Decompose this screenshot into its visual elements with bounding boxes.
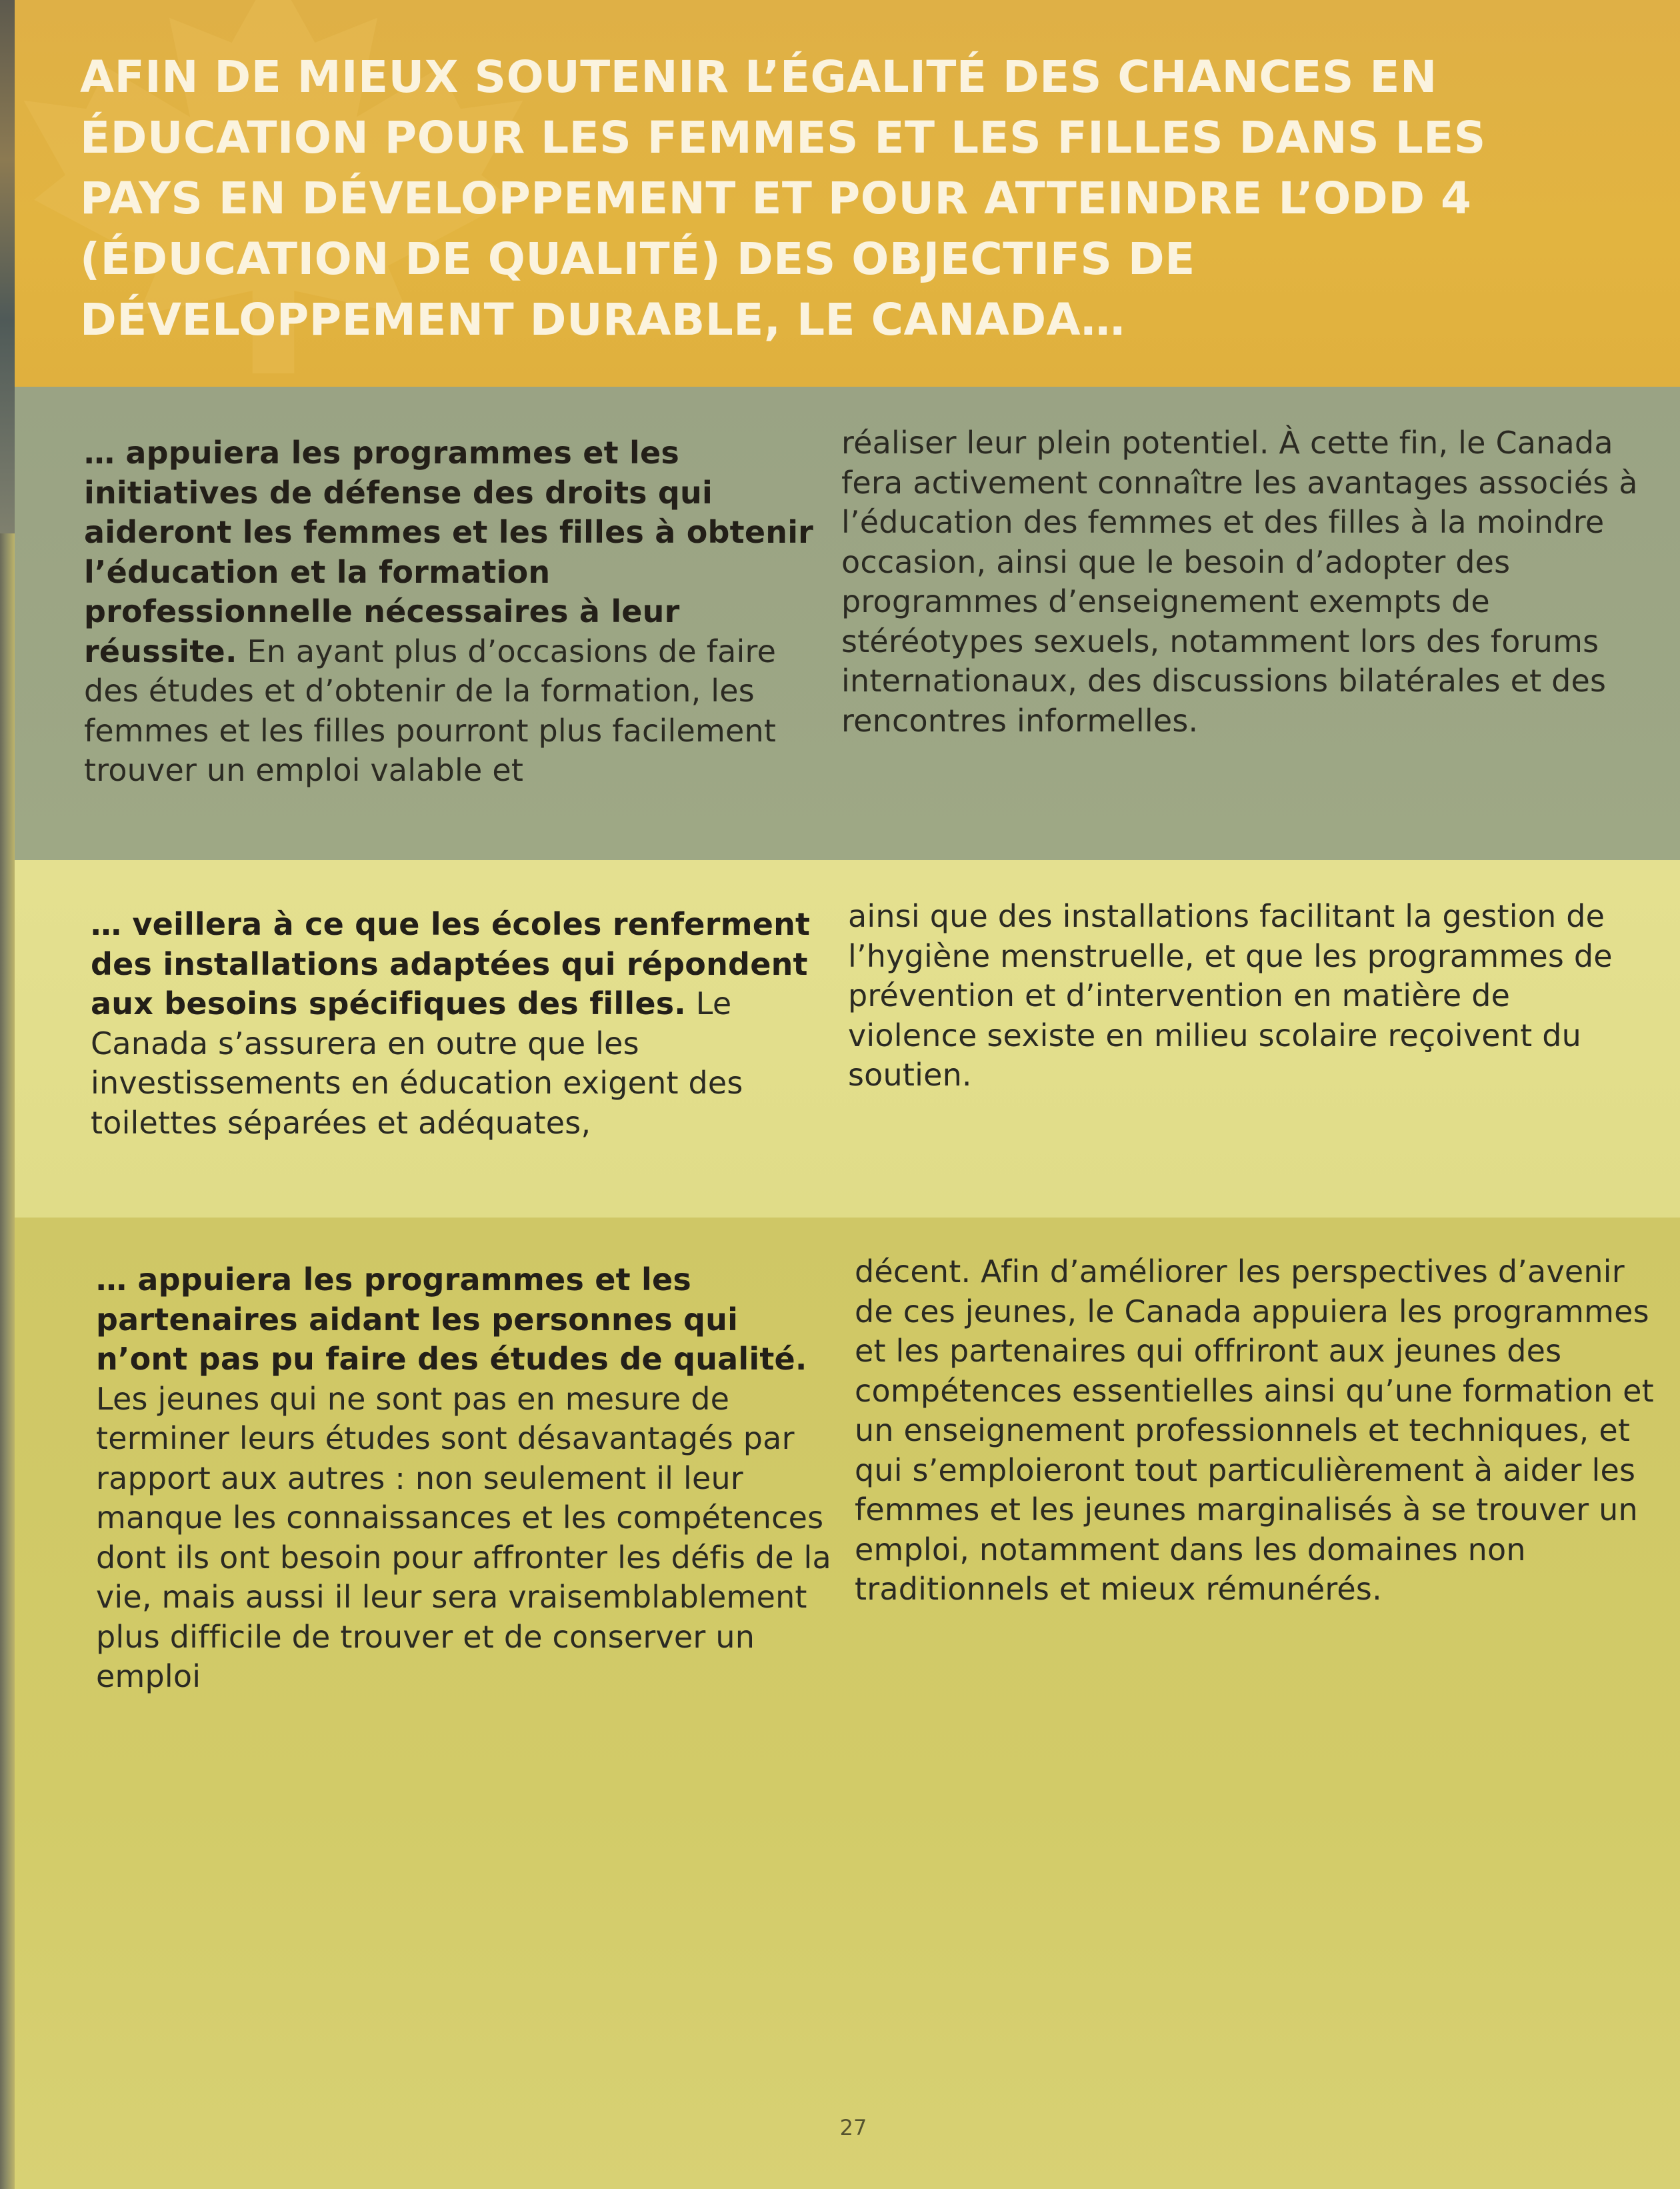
- previous-page-edge: [0, 0, 15, 533]
- header-banner: [0, 0, 1680, 393]
- section-1-right-column: réaliser leur plein potentiel. À cette fin, le Canada fera activement connaître les avantages associés à l’éducation des femmes et des filles à la moindre occasion, ainsi que le besoin d’adopter des programmes d’enseignement exempts de stéréotypes sexuels, notamment lors des forums internationaux, des discussions bilatérales et des rencontres informelles.: [841, 425, 1638, 739]
- section-3-right-column: décent. Afin d’améliorer les perspectives d’avenir de ces jeunes, le Canada appuiera les programmes et les partenaires qui offriront aux jeunes des compétences essentielles ainsi qu’une formation et un enseignement professionnels et techniques, et qui s’emploieront tout particulièrement à aider les femmes et les jeunes marginalisés à se trouver un emploi, notamment dans les domaines non traditionnels et mieux rémunérés.: [855, 1254, 1654, 1607]
- section-1-left-column: [84, 433, 817, 791]
- section-3-body-left: Les jeunes qui ne sont pas en mesure de terminer leurs études sont désavantagés par rapport aux autres : non seulement il leur manque les connaissances et les compétences dont ils ont besoin pour affronter les défis de la vie, mais aussi il leur sera vraisemblablement plus difficile de trouver et de conserver un emploi: [96, 1380, 831, 1694]
- section-1-body-left: En ayant plus d’occasions de faire des études et d’obtenir de la formation, les femmes et les filles pourront plus facilement trouver un emploi valable et: [84, 633, 777, 788]
- page-number: 27: [839, 2115, 867, 2140]
- section-2-lead: … veillera à ce que les écoles renferment des installations adaptées qui répondent aux besoins spécifiques des filles.: [91, 906, 811, 1021]
- section-1-lead: … appuiera les programmes et les initiatives de défense des droits qui aideront les femmes et les filles à obtenir l’éducation et la formation professionnelle nécessaires à leur réussite.: [84, 435, 814, 669]
- section-2-right-column: ainsi que des installations facilitant la gestion de l’hygiène menstruelle, et que les programmes de prévention et d’intervention en matière de violence sexiste en milieu scolaire reçoivent du soutien.: [848, 898, 1613, 1093]
- section-3-left-column: [96, 1260, 836, 1697]
- section-2-left-column: [91, 905, 824, 1143]
- section-2-body-left: Le Canada s’assurera en outre que les investissements en éducation exigent des toilettes séparées et adéquates,: [91, 985, 743, 1141]
- page-title: AFIN DE MIEUX SOUTENIR L’ÉGALITÉ DES CHANCES EN ÉDUCATION POUR LES FEMMES ET LES FILLES DANS LES PAYS EN DÉVELOPPEMENT ET POUR ATTEINDRE L’ODD 4 (ÉDUCATION DE QUALITÉ) DES OBJECTIFS DE DÉVELOPPEMENT DURABLE, LE CANADA…: [80, 51, 1486, 345]
- section-3-lead: … appuiera les programmes et les partenaires aidant les personnes qui n’ont pas pu faire des études de qualité.: [96, 1262, 807, 1377]
